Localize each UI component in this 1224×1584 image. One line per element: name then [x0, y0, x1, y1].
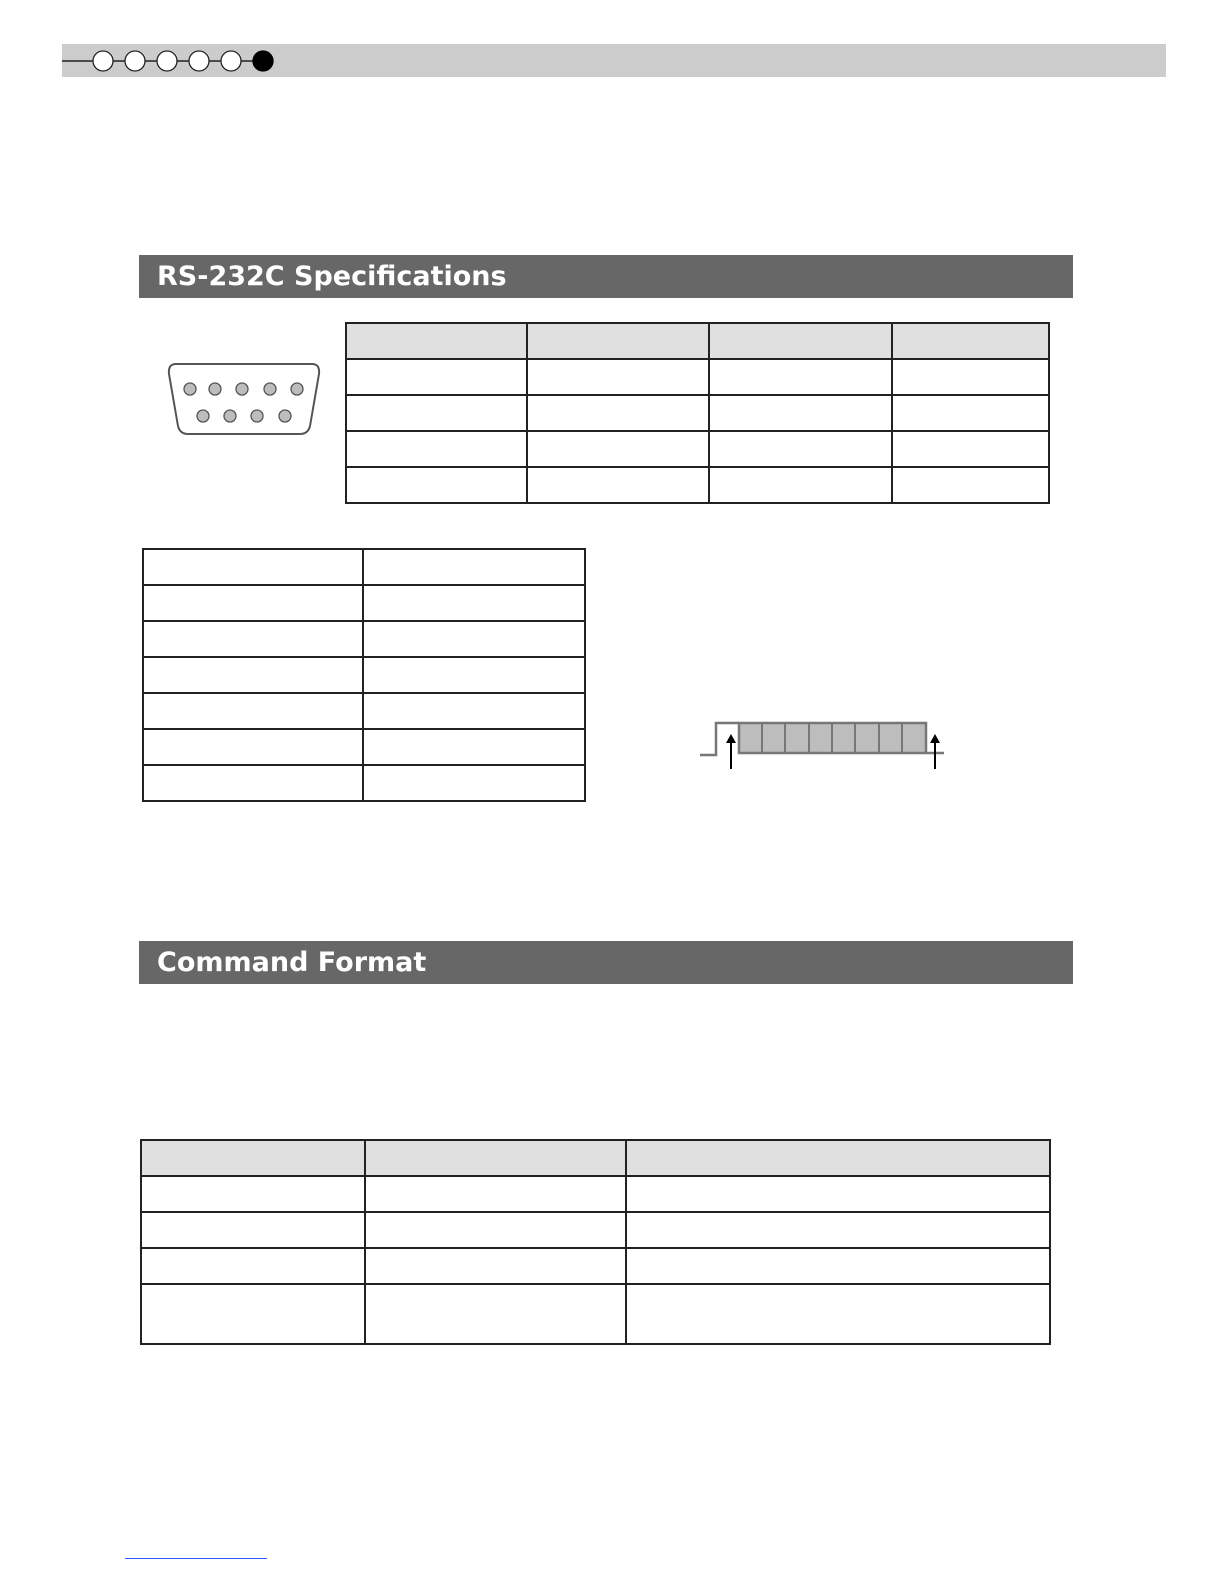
table-cell — [365, 1140, 626, 1176]
table-row — [346, 467, 1049, 503]
table-cell — [363, 549, 585, 585]
table-cell — [892, 359, 1049, 395]
table-cell — [527, 323, 709, 359]
table-cell — [892, 467, 1049, 503]
table-cell — [626, 1140, 1050, 1176]
table-row — [143, 549, 585, 585]
table-row — [143, 657, 585, 693]
pin-assignment-table — [345, 322, 1050, 504]
table-cell — [346, 323, 527, 359]
table-cell — [143, 585, 363, 621]
section-title: RS-232C Specifications — [157, 261, 507, 292]
table-row — [141, 1284, 1050, 1344]
table-row — [141, 1212, 1050, 1248]
table-cell — [626, 1212, 1050, 1248]
table-cell — [892, 395, 1049, 431]
table-row — [346, 359, 1049, 395]
table-row — [141, 1176, 1050, 1212]
table-cell — [143, 657, 363, 693]
table-cell — [709, 323, 892, 359]
table-row — [143, 621, 585, 657]
section-header-rs232 — [139, 255, 1073, 298]
table-row — [143, 585, 585, 621]
table-cell — [363, 693, 585, 729]
table-cell — [365, 1212, 626, 1248]
table-cell — [527, 359, 709, 395]
table-cell — [709, 395, 892, 431]
table-row — [346, 431, 1049, 467]
parameter-table — [142, 548, 586, 802]
table-cell — [365, 1284, 626, 1344]
table-cell — [143, 621, 363, 657]
dsub-9-connector-icon — [164, 360, 324, 440]
table-cell — [346, 359, 527, 395]
table-cell — [365, 1176, 626, 1212]
progress-dots-icon — [62, 44, 292, 77]
table-row — [143, 693, 585, 729]
table-cell — [709, 467, 892, 503]
table-cell — [143, 765, 363, 801]
table-cell — [626, 1176, 1050, 1212]
command-format-table — [140, 1139, 1051, 1345]
table-row — [141, 1248, 1050, 1284]
table-cell — [143, 693, 363, 729]
progress-bar — [62, 44, 1166, 77]
table-cell — [363, 621, 585, 657]
table-cell — [363, 765, 585, 801]
table-cell — [363, 585, 585, 621]
table-cell — [365, 1248, 626, 1284]
table-cell — [527, 431, 709, 467]
table-cell — [141, 1140, 365, 1176]
table-cell — [363, 657, 585, 693]
serial-data-timing-icon — [698, 716, 948, 776]
table-cell — [143, 549, 363, 585]
table-cell — [346, 467, 527, 503]
table-header-row — [346, 323, 1049, 359]
section-title: Command Format — [157, 947, 427, 978]
table-cell — [143, 729, 363, 765]
section-header-command-format — [139, 941, 1073, 984]
footer-link-underline[interactable] — [125, 1558, 267, 1559]
table-cell — [527, 395, 709, 431]
table-cell — [363, 729, 585, 765]
table-header-row — [141, 1140, 1050, 1176]
table-cell — [626, 1248, 1050, 1284]
table-cell — [527, 467, 709, 503]
table-cell — [892, 323, 1049, 359]
table-row — [346, 395, 1049, 431]
table-cell — [141, 1212, 365, 1248]
table-cell — [141, 1284, 365, 1344]
table-row — [143, 729, 585, 765]
table-cell — [709, 431, 892, 467]
table-cell — [141, 1176, 365, 1212]
table-row — [143, 765, 585, 801]
table-cell — [626, 1284, 1050, 1344]
table-cell — [892, 431, 1049, 467]
table-cell — [141, 1248, 365, 1284]
table-cell — [709, 359, 892, 395]
table-cell — [346, 431, 527, 467]
table-cell — [346, 395, 527, 431]
